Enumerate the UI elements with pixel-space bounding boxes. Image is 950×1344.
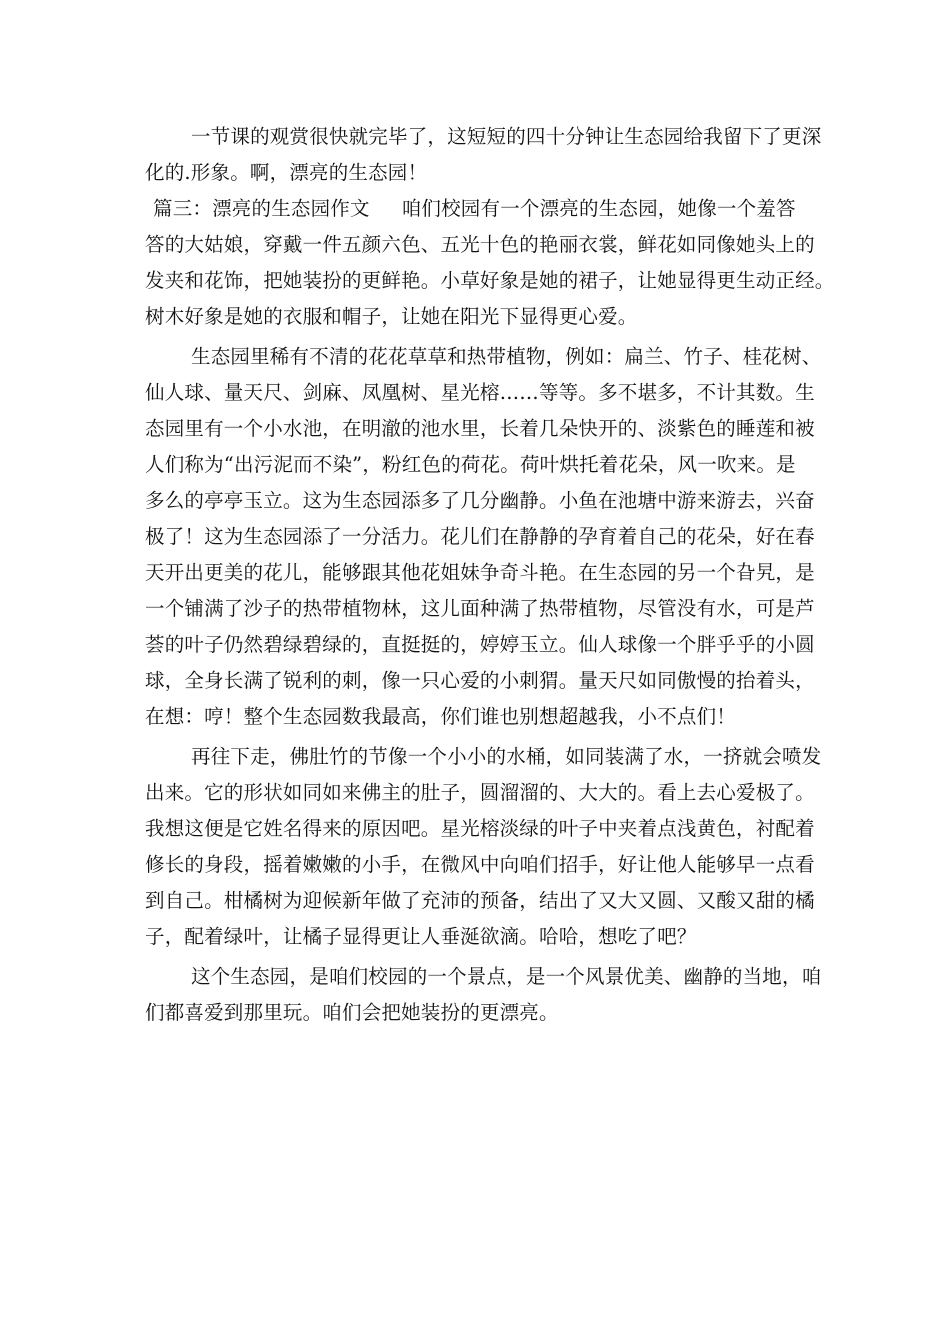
paragraph-2-line-4: 树木好象是她的衣服和帽子，让她在阳光下显得更心爱。 bbox=[145, 305, 638, 328]
paragraph-3-line-10: 球，全身长满了锐利的刺，像一只心爱的小刺猬。量天尺如同傲慢的抬着头， bbox=[145, 669, 815, 692]
paragraph-3-line-2: 仙人球、量天尺、剑麻、凤凰树、星光榕……等等。多不堪多，不计其数。生 bbox=[145, 381, 815, 404]
paragraph-4-line-5: 到自己。柑橘树为迎候新年做了充沛的预备，结出了又大又圆、又酸又甜的橘 bbox=[145, 889, 815, 912]
paragraph-3-line-8: 一个铺满了沙子的热带植物林，这儿面种满了热带植物，尽管没有水，可是芦 bbox=[145, 597, 815, 620]
paragraph-3-line-3: 态园里有一个小水池，在明澈的池水里，长着几朵快开的、淡紫色的睡莲和被 bbox=[145, 417, 815, 440]
paragraph-3-line-5: 多么的亭亭玉立。这为生态园添多了几分幽静。小鱼在池塘中游来游去，兴奋 bbox=[145, 489, 815, 512]
paragraph-1-line-2: 化的.形象。啊，漂亮的生态园！ bbox=[145, 161, 428, 184]
paragraph-4-line-3: 我想这便是它姓名得来的原因吧。星光榕淡绿的叶子中夹着点浅黄色，衬配着 bbox=[145, 817, 815, 840]
paragraph-5-line-1: 这个生态园，是咱们校园的一个景点，是一个风景优美、幽静的当地，咱 bbox=[191, 965, 822, 988]
paragraph-3-line-9: 荟的叶子仍然碧绿碧绿的，直挺挺的，婷婷玉立。仙人球像一个胖乎乎的小圆 bbox=[145, 633, 815, 656]
paragraph-2-line-3: 发夹和花饰，把她装扮的更鲜艳。小草好象是她的裙子，让她显得更生动正经。 bbox=[145, 269, 835, 292]
section-heading-line bbox=[153, 194, 833, 224]
paragraph-5-line-2: 们都喜爱到那里玩。咱们会把她装扮的更漂亮。 bbox=[145, 1001, 559, 1024]
paragraph-3-line-1: 生态园里稀有不清的花花草草和热带植物，例如：扁兰、竹子、桂花树、 bbox=[191, 345, 822, 368]
section-heading: 篇三：漂亮的生态园作文 bbox=[153, 197, 370, 220]
paragraph-3-line-7: 天开出更美的花儿，能够跟其他花姐妹争奇斗艳。在生态园的另一个旮旯，是 bbox=[145, 561, 815, 584]
paragraph-1-line-1: 一节课的观赏很快就完毕了，这短短的四十分钟让生态园给我留下了更深 bbox=[191, 125, 822, 148]
paragraph-2-line-2: 答的大姑娘，穿戴一件五颜六色、五光十色的艳丽衣裳，鲜花如同像她头上的 bbox=[145, 233, 815, 256]
paragraph-4-line-1: 再往下走，佛肚竹的节像一个小小的水桶，如同装满了水，一挤就会喷发 bbox=[191, 745, 822, 768]
paragraph-3-line-11: 在想：哼！整个生态园数我最高，你们谁也别想超越我，小不点们！ bbox=[145, 705, 737, 728]
paragraph-4-line-6: 子，配着绿叶，让橘子显得更让人垂涎欲滴。哈哈，想吃了吧？ bbox=[145, 925, 697, 948]
paragraph-4-line-4: 修长的身段，摇着嫩嫩的小手，在微风中向咱们招手，好让他人能够早一点看 bbox=[145, 853, 815, 876]
paragraph-3-line-4: 人们称为“出污泥而不染”，粉红色的荷花。荷叶烘托着花朵，风一吹来。是 bbox=[145, 453, 796, 476]
paragraph-2-line-1: 咱们校园有一个漂亮的生态园，她像一个羞答 bbox=[401, 197, 796, 220]
paragraph-3-line-6: 极了！这为生态园添了一分活力。花儿们在静静的孕育着自己的花朵，好在春 bbox=[145, 525, 815, 548]
paragraph-4-line-2: 出来。它的形状如同如来佛主的肚子，圆溜溜的、大大的。看上去心爱极了。 bbox=[145, 781, 815, 804]
